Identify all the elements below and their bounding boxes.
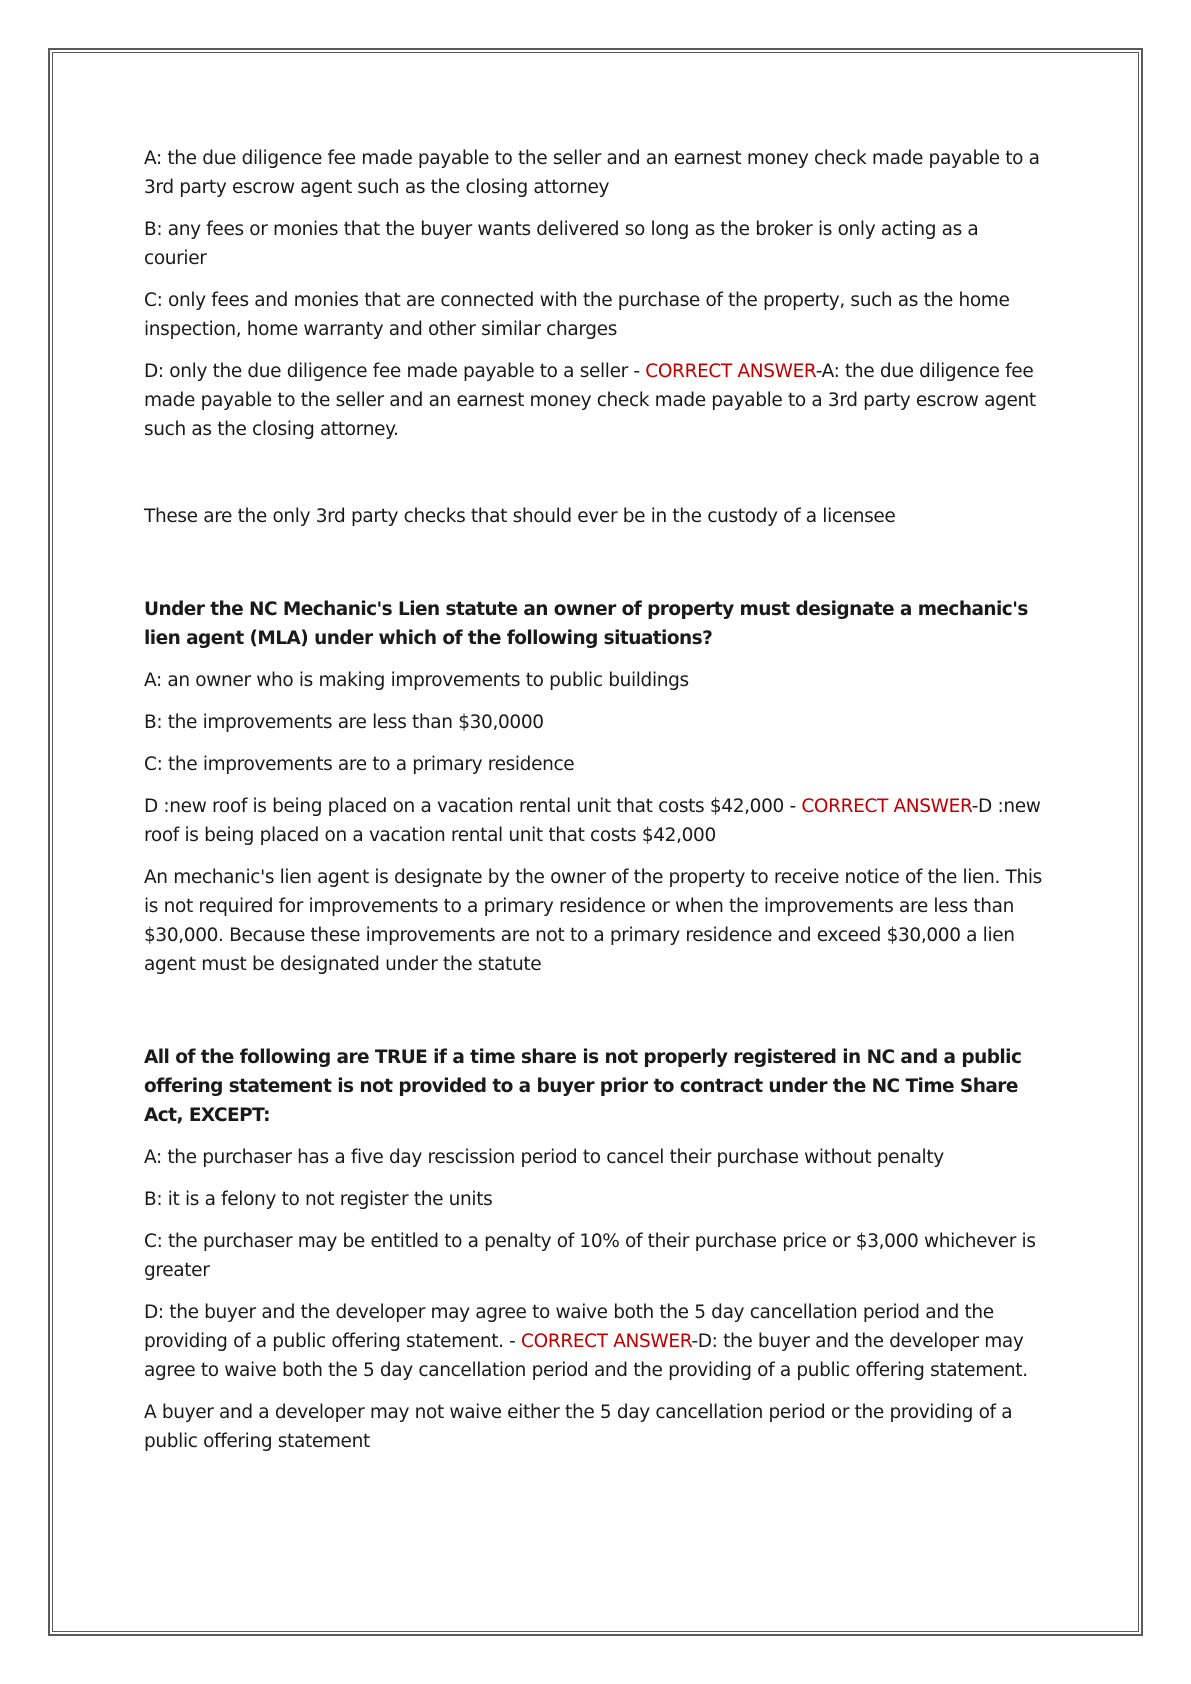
correct-answer-marker: CORRECT ANSWER (645, 361, 816, 382)
question-heading: All of the following are TRUE if a time share is not properly registered in NC and a public offering statement is not provided to a buyer prior to contract under the NC Time Share Act, EXCEPT: (144, 1047, 1022, 1126)
option-d-with-answer (144, 357, 1046, 444)
spacer (144, 992, 1046, 1043)
option-b: B: any fees or monies that the buyer wants delivered so long as the broker is only acting as a courier (144, 219, 979, 269)
option-a: A: the due diligence fee made payable to the seller and an earnest money check made payable to a 3rd party escrow agent such as the closing attorney (144, 148, 1040, 198)
option-b: B: it is a felony to not register the units (144, 1189, 493, 1210)
option-a: A: the purchaser has a five day rescission period to cancel their purchase without penalty (144, 1147, 944, 1168)
correct-answer-marker: CORRECT ANSWER (521, 1331, 692, 1352)
spacer (144, 544, 1046, 595)
spacer (144, 457, 1046, 502)
option-d-text: D :new roof is being placed on a vacation rental unit that costs $42,000 - (144, 796, 802, 817)
explanation: These are the only 3rd party checks that should ever be in the custody of a licensee (144, 506, 896, 527)
document-body (144, 144, 1046, 1469)
explanation: An mechanic's lien agent is designate by the owner of the property to receive notice of the lien. This is not required for improvements to a primary residence or when the improvements are less than $30,000. Because these improvements are not to a primary residence and exceed $30,000 a lien agent must be designated under the statute (144, 867, 1042, 975)
option-d-text: D: only the due diligence fee made payable to a seller - (144, 361, 646, 382)
correct-answer-marker: CORRECT ANSWER (801, 796, 972, 817)
correct-answer-text: -A: the due diligence fee made payable to the seller and an earnest money check made payable to a 3rd party escrow agent such as the closing attorney. (144, 361, 1036, 440)
option-d-with-answer (144, 1298, 1046, 1385)
correct-answer-text: -D :new roof is being placed on a vacation rental unit that costs $42,000 (144, 796, 1041, 846)
option-a: A: an owner who is making improvements to public buildings (144, 670, 689, 691)
option-c: C: the purchaser may be entitled to a penalty of 10% of their purchase price or $3,000 whichever is greater (144, 1231, 1036, 1281)
option-b: B: the improvements are less than $30,0000 (144, 712, 544, 733)
option-c: C: the improvements are to a primary residence (144, 754, 575, 775)
question-heading: Under the NC Mechanic's Lien statute an owner of property must designate a mechanic's lien agent (MLA) under which of the following situations? (144, 599, 1028, 649)
option-c: C: only fees and monies that are connected with the purchase of the property, such as the home inspection, home warranty and other similar charges (144, 290, 1010, 340)
option-d-with-answer (144, 792, 1046, 850)
option-d-text: D: the buyer and the developer may agree to waive both the 5 day cancellation period and the providing of a public offering statement. - (144, 1302, 994, 1352)
correct-answer-text: -D: the buyer and the developer may agree to waive both the 5 day cancellation period and the providing of a public offering statement. (144, 1331, 1028, 1381)
explanation: A buyer and a developer may not waive either the 5 day cancellation period or the providing of a public offering statement (144, 1402, 1013, 1452)
